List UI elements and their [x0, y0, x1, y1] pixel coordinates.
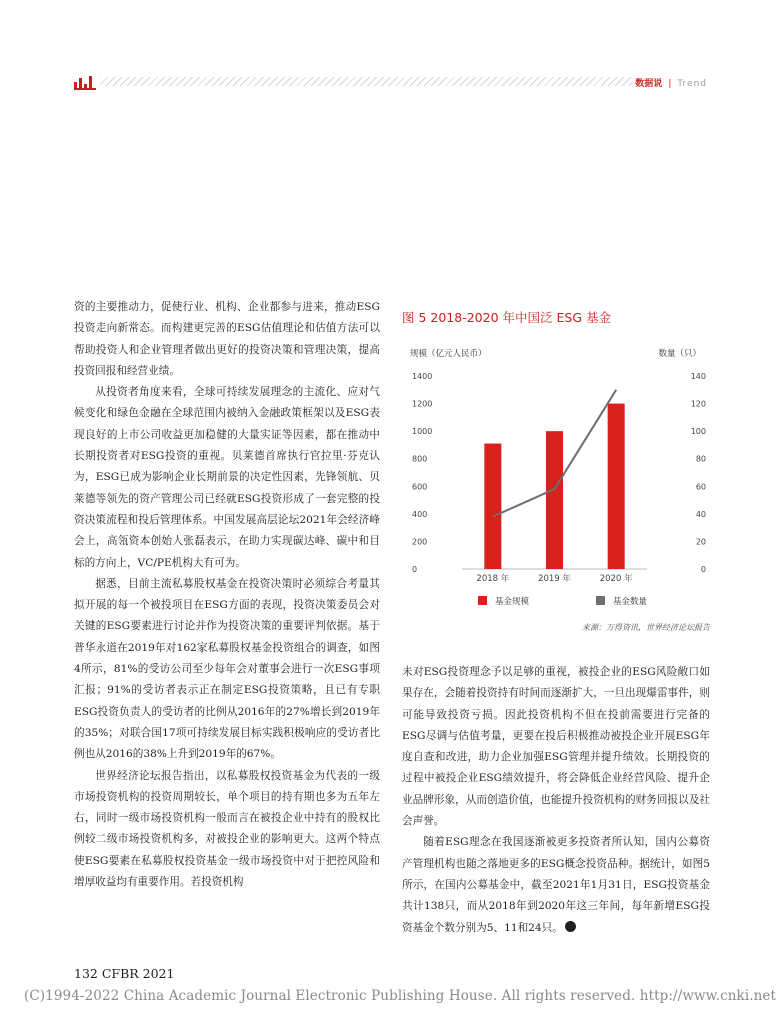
right-text-column — [402, 662, 710, 939]
y-left-axis-label: 规模（亿元人民币） — [410, 349, 487, 359]
paragraph-text: 随着ESG理念在我国逐渐被更多投资者所认知，国内公募资产管理机构也随之落地更多的ESG概念投资品种。据统计，如图5所示，在国内公募基金中，截至2021年1月31日，ESG投资基金共计138只，而从2018年到2020年这三年间，每年新增ESG投资基金个数分别为5、11和24只。 — [402, 836, 710, 934]
y-right-tick-label: 40 — [695, 509, 706, 519]
y-right-tick-label: 120 — [690, 399, 706, 409]
y-right-tick-label: 140 — [690, 372, 706, 381]
section-label — [635, 76, 707, 89]
bar-fund-size — [608, 404, 625, 569]
section-name-en: Trend — [677, 79, 707, 89]
y-left-tick-label: 1200 — [412, 399, 433, 409]
y-right-tick-label: 0 — [700, 565, 706, 574]
paragraph: 资的主要推动力，促使行业、机构、企业都参与进来，推动ESG投资走向新常态。而构建更完善的ESG估值理论和估值方法可以帮助投资人和企业管理者做出更好的投资决策和管理决策，提高投资回报和经营业绩。 — [74, 301, 380, 377]
journal-logo — [74, 74, 96, 90]
y-right-tick-label: 80 — [695, 454, 706, 464]
section-name: 数据说 — [635, 79, 663, 89]
legend-swatch-fund-size — [478, 596, 487, 605]
article-end-icon — [565, 921, 576, 932]
x-tick-label: 2019 年 — [538, 574, 571, 584]
y-left-tick-label: 1000 — [412, 427, 433, 437]
page-folio — [74, 966, 174, 981]
figure-title: 图 5 2018-2020 年中国泛 ESG 基金 — [402, 310, 611, 325]
legend-label-fund-size: 基金规模 — [495, 597, 530, 607]
figure-source: 来源：万得资讯，世界经济论坛报告 — [582, 623, 710, 632]
paragraph: 从投资者角度来看，全球可持续发展理念的主流化、应对气候变化和绿色金融在全球范围内被纳入金融政策框架以及ESG表现良好的上市公司收益更加稳健的大量实证等因素，都在推动中长期投资者对ESG投资的重视。贝莱德首席执行官拉里·芬克认为，ESG已成为影响企业长期前景的决定性因素，先锋领航、贝莱德等领先的资产管理公司已经就ESG投资形成了一套完整的投资决策流程和投后管理体系。中国发展高层论坛2021年会经济峰会上，高瓴资本创始人张磊表示，在助力实现碳达峰、碳中和目标的方向上，VC/PE机构大有可为。 — [74, 386, 380, 569]
section-divider: | — [668, 79, 672, 89]
y-left-tick-label: 400 — [412, 509, 428, 519]
y-left-tick-label: 0 — [412, 565, 418, 574]
legend-swatch-fund-count — [596, 596, 605, 605]
y-left-tick-label: 200 — [412, 537, 428, 547]
y-left-tick-label: 600 — [412, 482, 428, 492]
y-right-axis-label: 数量（只） — [658, 349, 701, 359]
bar-fund-size — [484, 444, 501, 569]
paragraph — [402, 832, 710, 938]
legend-label-fund-count: 基金数量 — [613, 597, 648, 607]
y-right-tick-label: 100 — [690, 427, 706, 437]
x-tick-label: 2020 年 — [599, 574, 633, 584]
y-left-tick-label: 1400 — [412, 372, 433, 381]
paragraph: 世界经济论坛报告指出，以私募股权投资基金为代表的一级市场投资机构的投资周期较长，单个项目的持有期也多为五年左右，同时一级市场投资机构一般而言在被投企业中持有的股权比例较二级市场投资机构多，对被投企业的影响更大。这两个特点使ESG要素在私募股权投资基金一级市场投资中对于把控风险和增厚收益均有重要作用。若投资机构 — [74, 769, 380, 889]
left-text-column — [74, 297, 380, 893]
bar-fund-size — [546, 431, 563, 569]
x-tick-label: 2018 年 — [476, 574, 510, 584]
page-number: 132 — [74, 966, 98, 981]
y-left-tick-label: 800 — [412, 454, 428, 464]
paragraph: 未对ESG投资理念予以足够的重视，被投企业的ESG风险敞口如果存在，会随着投资持有时间而逐渐扩大，一旦出现爆雷事件，则可能导致投资亏损。因此投资机构不但在投前需要进行完备的ESG尽调与估值考量，更要在投后积极推动被投企业开展ESG年度自查和改进，助力企业加强ESG管理并提升绩效。长期投资的过程中被投企业ESG绩效提升，将会降低企业经营风险、提升企业品牌形象，从而创造价值，也能提升投资机构的财务回报以及社会声誉。 — [402, 666, 710, 828]
header-hatch-band — [100, 77, 632, 86]
y-right-tick-label: 60 — [695, 482, 706, 492]
esg-fund-chart — [402, 340, 712, 620]
paragraph: 据悉，目前主流私募股权基金在投资决策时必须综合考量其拟开展的每一个被投项目在ESG方面的表现，投资决策委员会对关键的ESG要素进行讨论并作为投资决策的重要评判依据。基于普华永道在2019年对162家私募股权基金投资组合的调查，如图4所示，81%的受访公司至少每年会对董事会进行一次ESG事项汇报；91%的受访者表示正在制定ESG投资策略，且已有专职ESG投资负责人的受访者的比例从2016年的27%增长到2019年的35%；对联合国17项可持续发展目标实践积极响应的受访者比例也从2016的38%上升到2019年的67%。 — [74, 577, 380, 761]
copyright-notice: (C)1994-2022 China Academic Journal Electronic Publishing House. All rights reserved. http://www.cnki.net — [24, 988, 777, 1004]
journal-name: CFBR 2021 — [101, 966, 175, 981]
y-right-tick-label: 20 — [695, 537, 706, 547]
